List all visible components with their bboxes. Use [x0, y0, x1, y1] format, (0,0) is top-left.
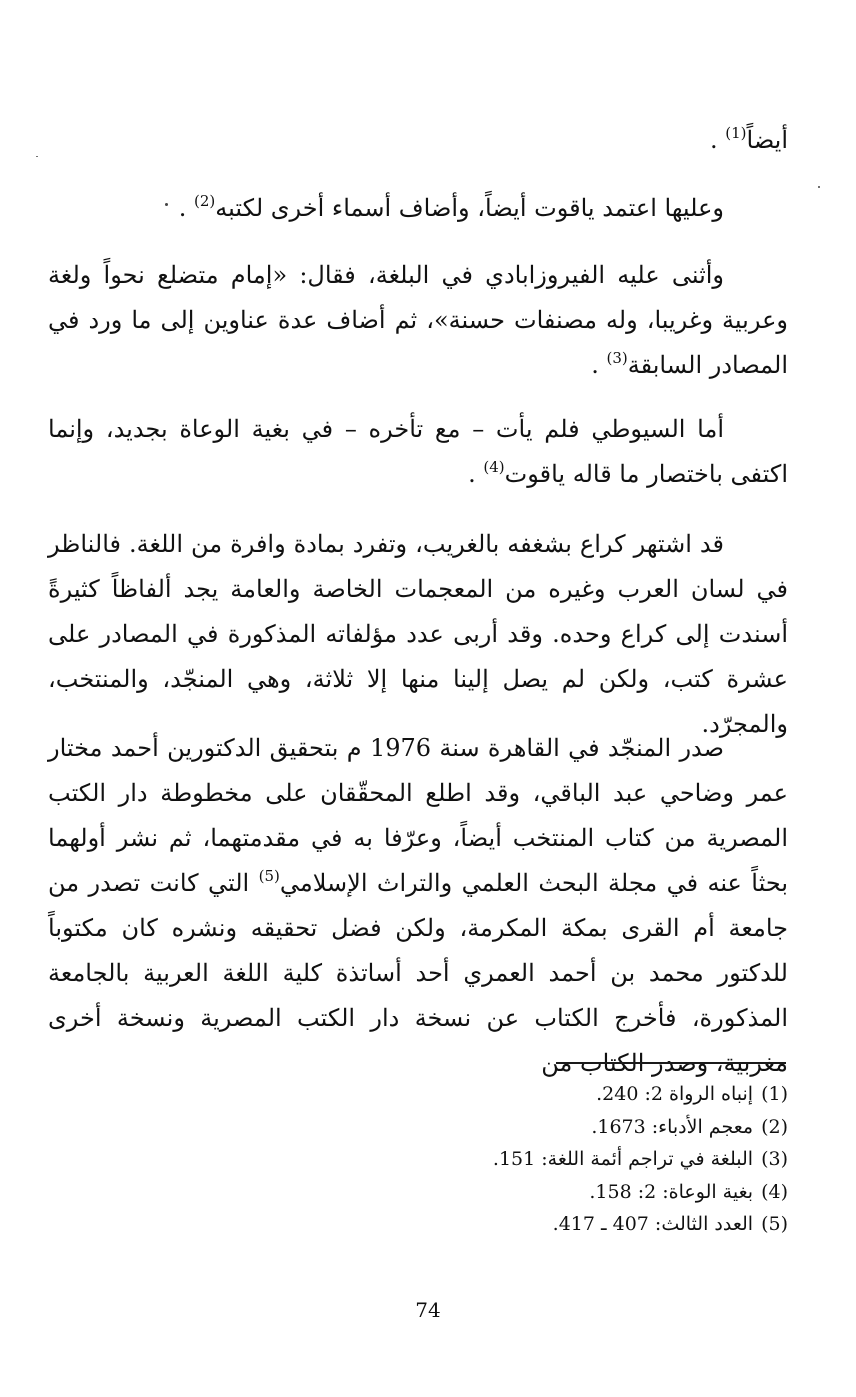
footnote-text: بغية الوعاة: 2: 158.	[589, 1180, 754, 1203]
footnote-ref: (4)	[483, 458, 505, 476]
footnote-number: (1)	[761, 1083, 788, 1105]
paragraph: وأثنى عليه الفيروزابادي في البلغة، فقال: «إمام متضلع نحواً ولغة وعربية وغريبا، وله مصنفات حسنة»، ثم أضاف عدة عناوين إلى ما ورد في المصادر السابقة$^{(3)}$ .	[48, 261, 788, 379]
footnote	[300, 1176, 788, 1209]
footnote-number: (5)	[761, 1213, 788, 1235]
footnote-number: (4)	[761, 1180, 788, 1203]
footnote-number: (3)	[761, 1148, 788, 1170]
footnote	[300, 1078, 788, 1111]
paragraph: صدر المنجّد في القاهرة سنة 1976 م بتحقيق الدكتورين أحمد مختار عمر وضاحي عبد الباقي، وقد اطلع المحقّقان على مخطوطة دار الكتب المصرية من كتاب المنتخب أيضاً، وعرّفا به في مقدمتهما، ثم نشر أولهما بحثاً عنه في مجلة البحث العلمي والتراث الإسلامي$^{(5)}$ التي كانت تصدر من جامعة أم القرى بمكة المكرمة، ولكن فضل تحقيقه ونشره كان مكتوباً للدكتور محمد بن أحمد العمري أحد أساتذة كلية اللغة العربية بالجامعة المذكورة، فأخرج الكتاب عن نسخة دار الكتب المصرية ونسخة أخرى مغربية، وصدر الكتاب من	[48, 734, 789, 1077]
footnote-text: البلغة في تراجم أئمة اللغة: 151.	[492, 1148, 754, 1170]
scan-speck	[818, 186, 820, 188]
paragraph: قد اشتهر كراع بشغفه بالغريب، وتفرد بمادة وافرة من اللغة. فالناظر في لسان العرب وغيره من المعجمات الخاصة والعامة يجد ألفاظاً كثيرةً أسندت إلى كراع وحده. وقد أربى عدد مؤلفاته المذكورة في المصادر على عشرة كتب، ولكن لم يصل إلينا منها إلا ثلاثة، وهي المنجّد، والمنتخب، والمجرّد.	[48, 530, 788, 738]
footnote	[300, 1208, 788, 1241]
scan-speck	[165, 203, 168, 206]
scan-speck	[36, 156, 38, 157]
footnote-text: معجم الأدباء: 1673.	[591, 1115, 754, 1138]
footnote-ref: (1)	[725, 124, 747, 142]
page-number: 74	[415, 1298, 441, 1322]
footnote-ref: (5)	[258, 867, 280, 885]
paragraph: أما السيوطي فلم يأت – مع تأخره – في بغية الوعاة بجديد، وإنما اكتفى باختصار ما قاله ياقوت$^{(4)}$ .	[48, 415, 788, 488]
paragraph-continuation: أيضاً$^{(1)}$ .	[709, 124, 788, 154]
footnote-number: (2)	[761, 1115, 788, 1138]
footnote-ref: (3)	[606, 349, 628, 367]
footnote-text: العدد الثالث: 407 ـ 417.	[552, 1213, 754, 1235]
footnote-text: إنباه الرواة 2: 240.	[596, 1083, 754, 1105]
footnote	[300, 1111, 788, 1144]
paragraph: وعليها اعتمد ياقوت أيضاً، وأضاف أسماء أخرى لكتبه$^{(2)}$ .	[178, 192, 724, 222]
footnote-ref: (2)	[193, 192, 216, 210]
footnote	[300, 1143, 788, 1176]
footnote-separator	[556, 1062, 786, 1064]
footnotes-list	[300, 1078, 788, 1241]
